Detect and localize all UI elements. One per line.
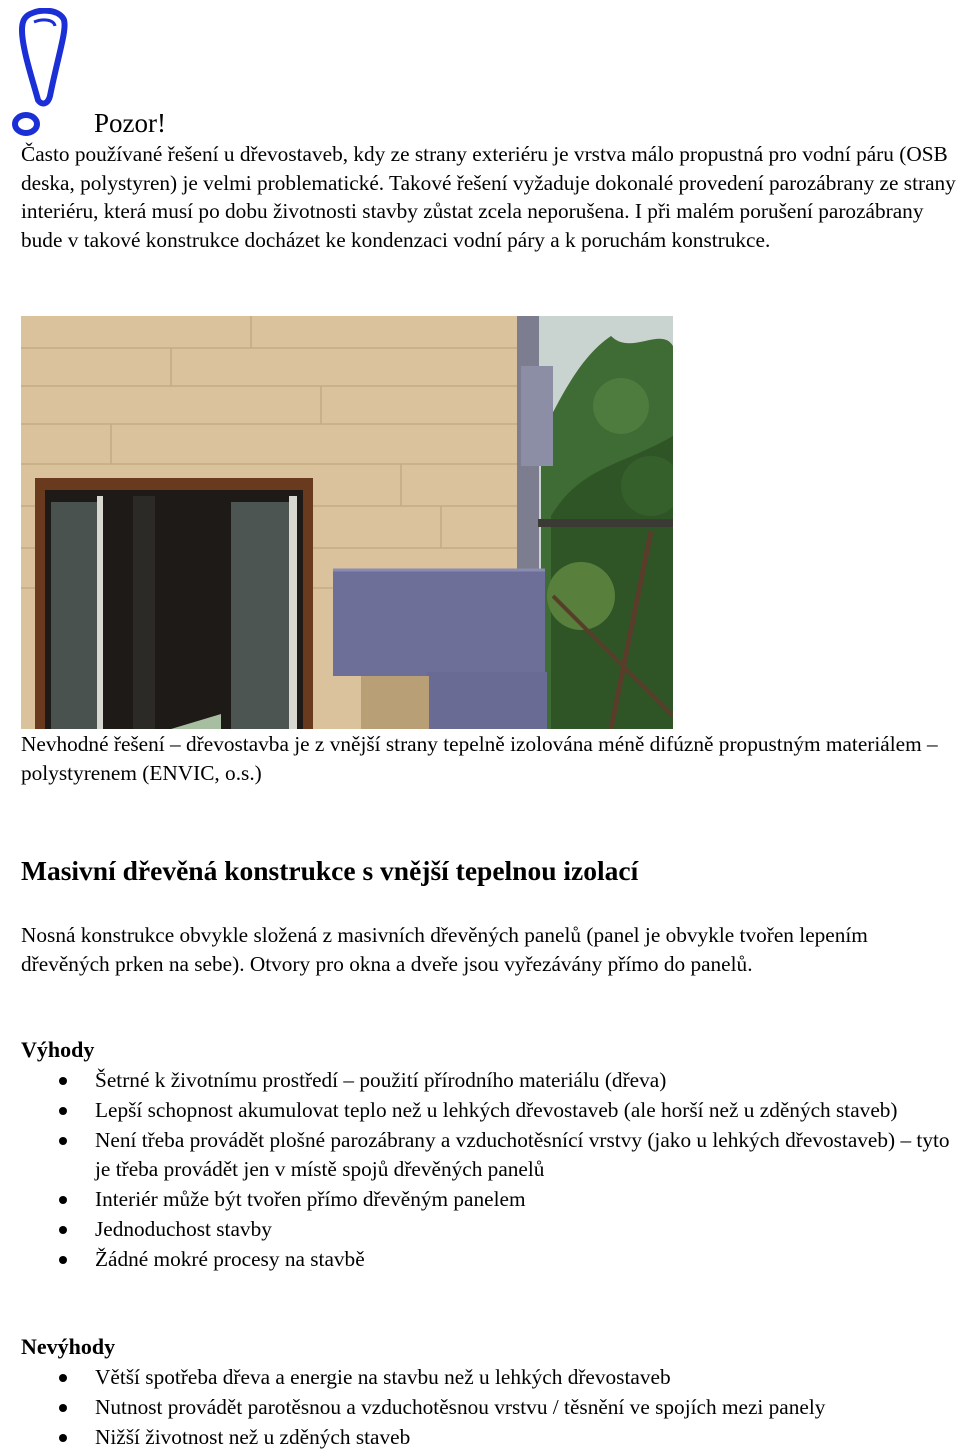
warning-title: Pozor! xyxy=(94,108,166,138)
list-item: Lepší schopnost akumulovat teplo než u lehkých dřevostaveb (ale horší než u zděných staveb) xyxy=(0,1096,960,1125)
house-facade-photo xyxy=(21,316,673,729)
exclamation-icon xyxy=(8,8,70,136)
photo-caption: Nevhodné řešení – dřevostavba je z vnější strany tepelně izolována méně difúzně propustným materiálem – polystyrenem (ENVIC, o.s.) xyxy=(21,732,938,785)
list-item: Interiér může být tvořen přímo dřevěným panelem xyxy=(0,1185,960,1214)
list-item: Nižší životnost než u zděných staveb xyxy=(0,1423,960,1452)
disadvantages-heading: Nevýhody xyxy=(21,1334,116,1359)
advantages-list xyxy=(0,1066,960,1275)
list-item: Jednoduchost stavby xyxy=(0,1215,960,1244)
section-description: Nosná konstrukce obvykle složená z masivních dřevěných panelů (panel je obvykle tvořen lepením dřevěných prken na sebe). Otvory pro okna a dveře jsou vyřezávány přímo do panelů. xyxy=(21,923,868,976)
list-item: Není třeba provádět plošné parozábrany a vzduchotěsnící vrstvy (jako u lehkých dřevostaveb) – tyto je třeba provádět jen v místě spojů dřevěných panelů xyxy=(0,1126,960,1184)
disadvantages-list xyxy=(0,1363,960,1453)
warning-text: Často používané řešení u dřevostaveb, kdy ze strany exteriéru je vrstva málo propustná pro vodní páru (OSB deska, polystyren) je velmi problematické. Takové řešení vyžaduje dokonalé provedení parozábrany ze strany interiéru, která musí po dobu životnosti stavby zůstat zcela neporušena. I při malém porušení parozábrany bude v takové konstrukce docházet ke kondenzaci vodní páry a k poruchám konstrukce. xyxy=(21,142,956,252)
list-item: Šetrné k životnímu prostředí – použití přírodního materiálu (dřeva) xyxy=(0,1066,960,1095)
advantages-heading: Výhody xyxy=(21,1037,95,1062)
section-heading: Masivní dřevěná konstrukce s vnější tepelnou izolací xyxy=(21,855,639,886)
list-item: Větší spotřeba dřeva a energie na stavbu než u lehkých dřevostaveb xyxy=(0,1363,960,1392)
list-item: Nutnost provádět parotěsnou a vzduchotěsnou vrstvu / těsnění ve spojích mezi panely xyxy=(0,1393,960,1422)
list-item: Žádné mokré procesy na stavbě xyxy=(0,1245,960,1274)
